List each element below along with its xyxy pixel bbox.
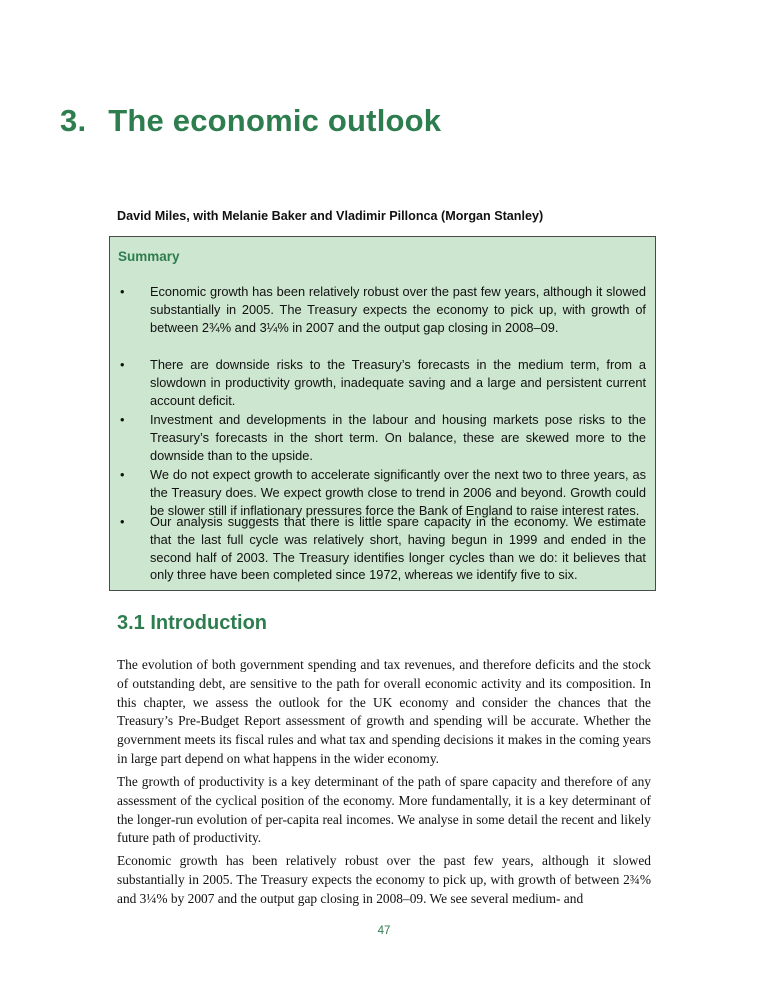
summary-bullet-text: Economic growth has been relatively robust over the past few years, although it slowed substantially in 2005. The Treasury expects the economy to pick up, with growth of between 2¾% and 3¼% in 2007 and the output gap closing in 2008–09. (150, 284, 646, 335)
chapter-number: 3. (60, 103, 87, 138)
summary-bullet-item (120, 513, 646, 584)
summary-bullet-item (120, 356, 646, 409)
bullet-icon: • (120, 412, 125, 427)
page-number: 47 (377, 925, 391, 937)
section-heading: 3.1 Introduction (117, 612, 267, 634)
bullet-icon: • (120, 357, 125, 372)
summary-box (109, 236, 656, 591)
chapter-authors: David Miles, with Melanie Baker and Vladimir Pillonca (Morgan Stanley) (117, 209, 544, 223)
summary-title: Summary (118, 249, 180, 264)
chapter-title-text: The economic outlook (108, 103, 442, 138)
body-paragraph: The growth of productivity is a key determinant of the path of spare capacity and therefore of any assessment of the cyclical position of the economy. More fundamentally, it is a key determinant of the longer-run evolution of per-capita real incomes. We analyse in some detail the recent and likely future path of productivity. (117, 774, 651, 846)
summary-bullet-item (120, 466, 646, 519)
summary-bullet-item (120, 283, 646, 336)
summary-bullet-text: Our analysis suggests that there is little spare capacity in the economy. We estimate that the last full cycle was relatively short, having begun in 1999 and ended in the second half of 2003. The Treasury identifies longer cycles than we do: it believes that only three have been completed since 1972, whereas we identify five to six. (150, 514, 646, 583)
body-paragraph: The evolution of both government spending and tax revenues, and therefore deficits and the stock of outstanding debt, are sensitive to the path for overall economic activity and its composition. In this chapter, we assess the outlook for the UK economy and consider the chances that the Treasury’s Pre-Budget Report assessment of growth and spending will be accurate. Whether the government meets its fiscal rules and what tax and spending decisions it makes in the coming years in large part depend on what happens in the wider economy. (117, 657, 651, 766)
bullet-icon: • (120, 514, 125, 529)
chapter-title (60, 103, 441, 139)
body-paragraph: Economic growth has been relatively robust over the past few years, although it slowed substantially in 2005. The Treasury expects the economy to pick up, with growth of between 2¾% and 3¼% by 2007 and the output gap closing in 2008–09. We see several medium- and (117, 853, 651, 906)
summary-bullet-text: There are downside risks to the Treasury’s forecasts in the medium term, from a slowdown in productivity growth, inadequate saving and a large and persistent current account deficit. (150, 357, 646, 408)
bullet-icon: • (120, 467, 125, 482)
summary-bullet-item (120, 411, 646, 464)
summary-bullet-text: We do not expect growth to accelerate significantly over the next two to three years, as the Treasury does. We expect growth close to trend in 2006 and beyond. Growth could be slower still if inflationary pressures force the Bank of England to raise interest rates. (150, 467, 646, 518)
summary-bullet-text: Investment and developments in the labour and housing markets pose risks to the Treasury’s forecasts in the short term. On balance, these are skewed more to the downside than to the upside. (150, 412, 646, 463)
bullet-icon: • (120, 284, 125, 299)
